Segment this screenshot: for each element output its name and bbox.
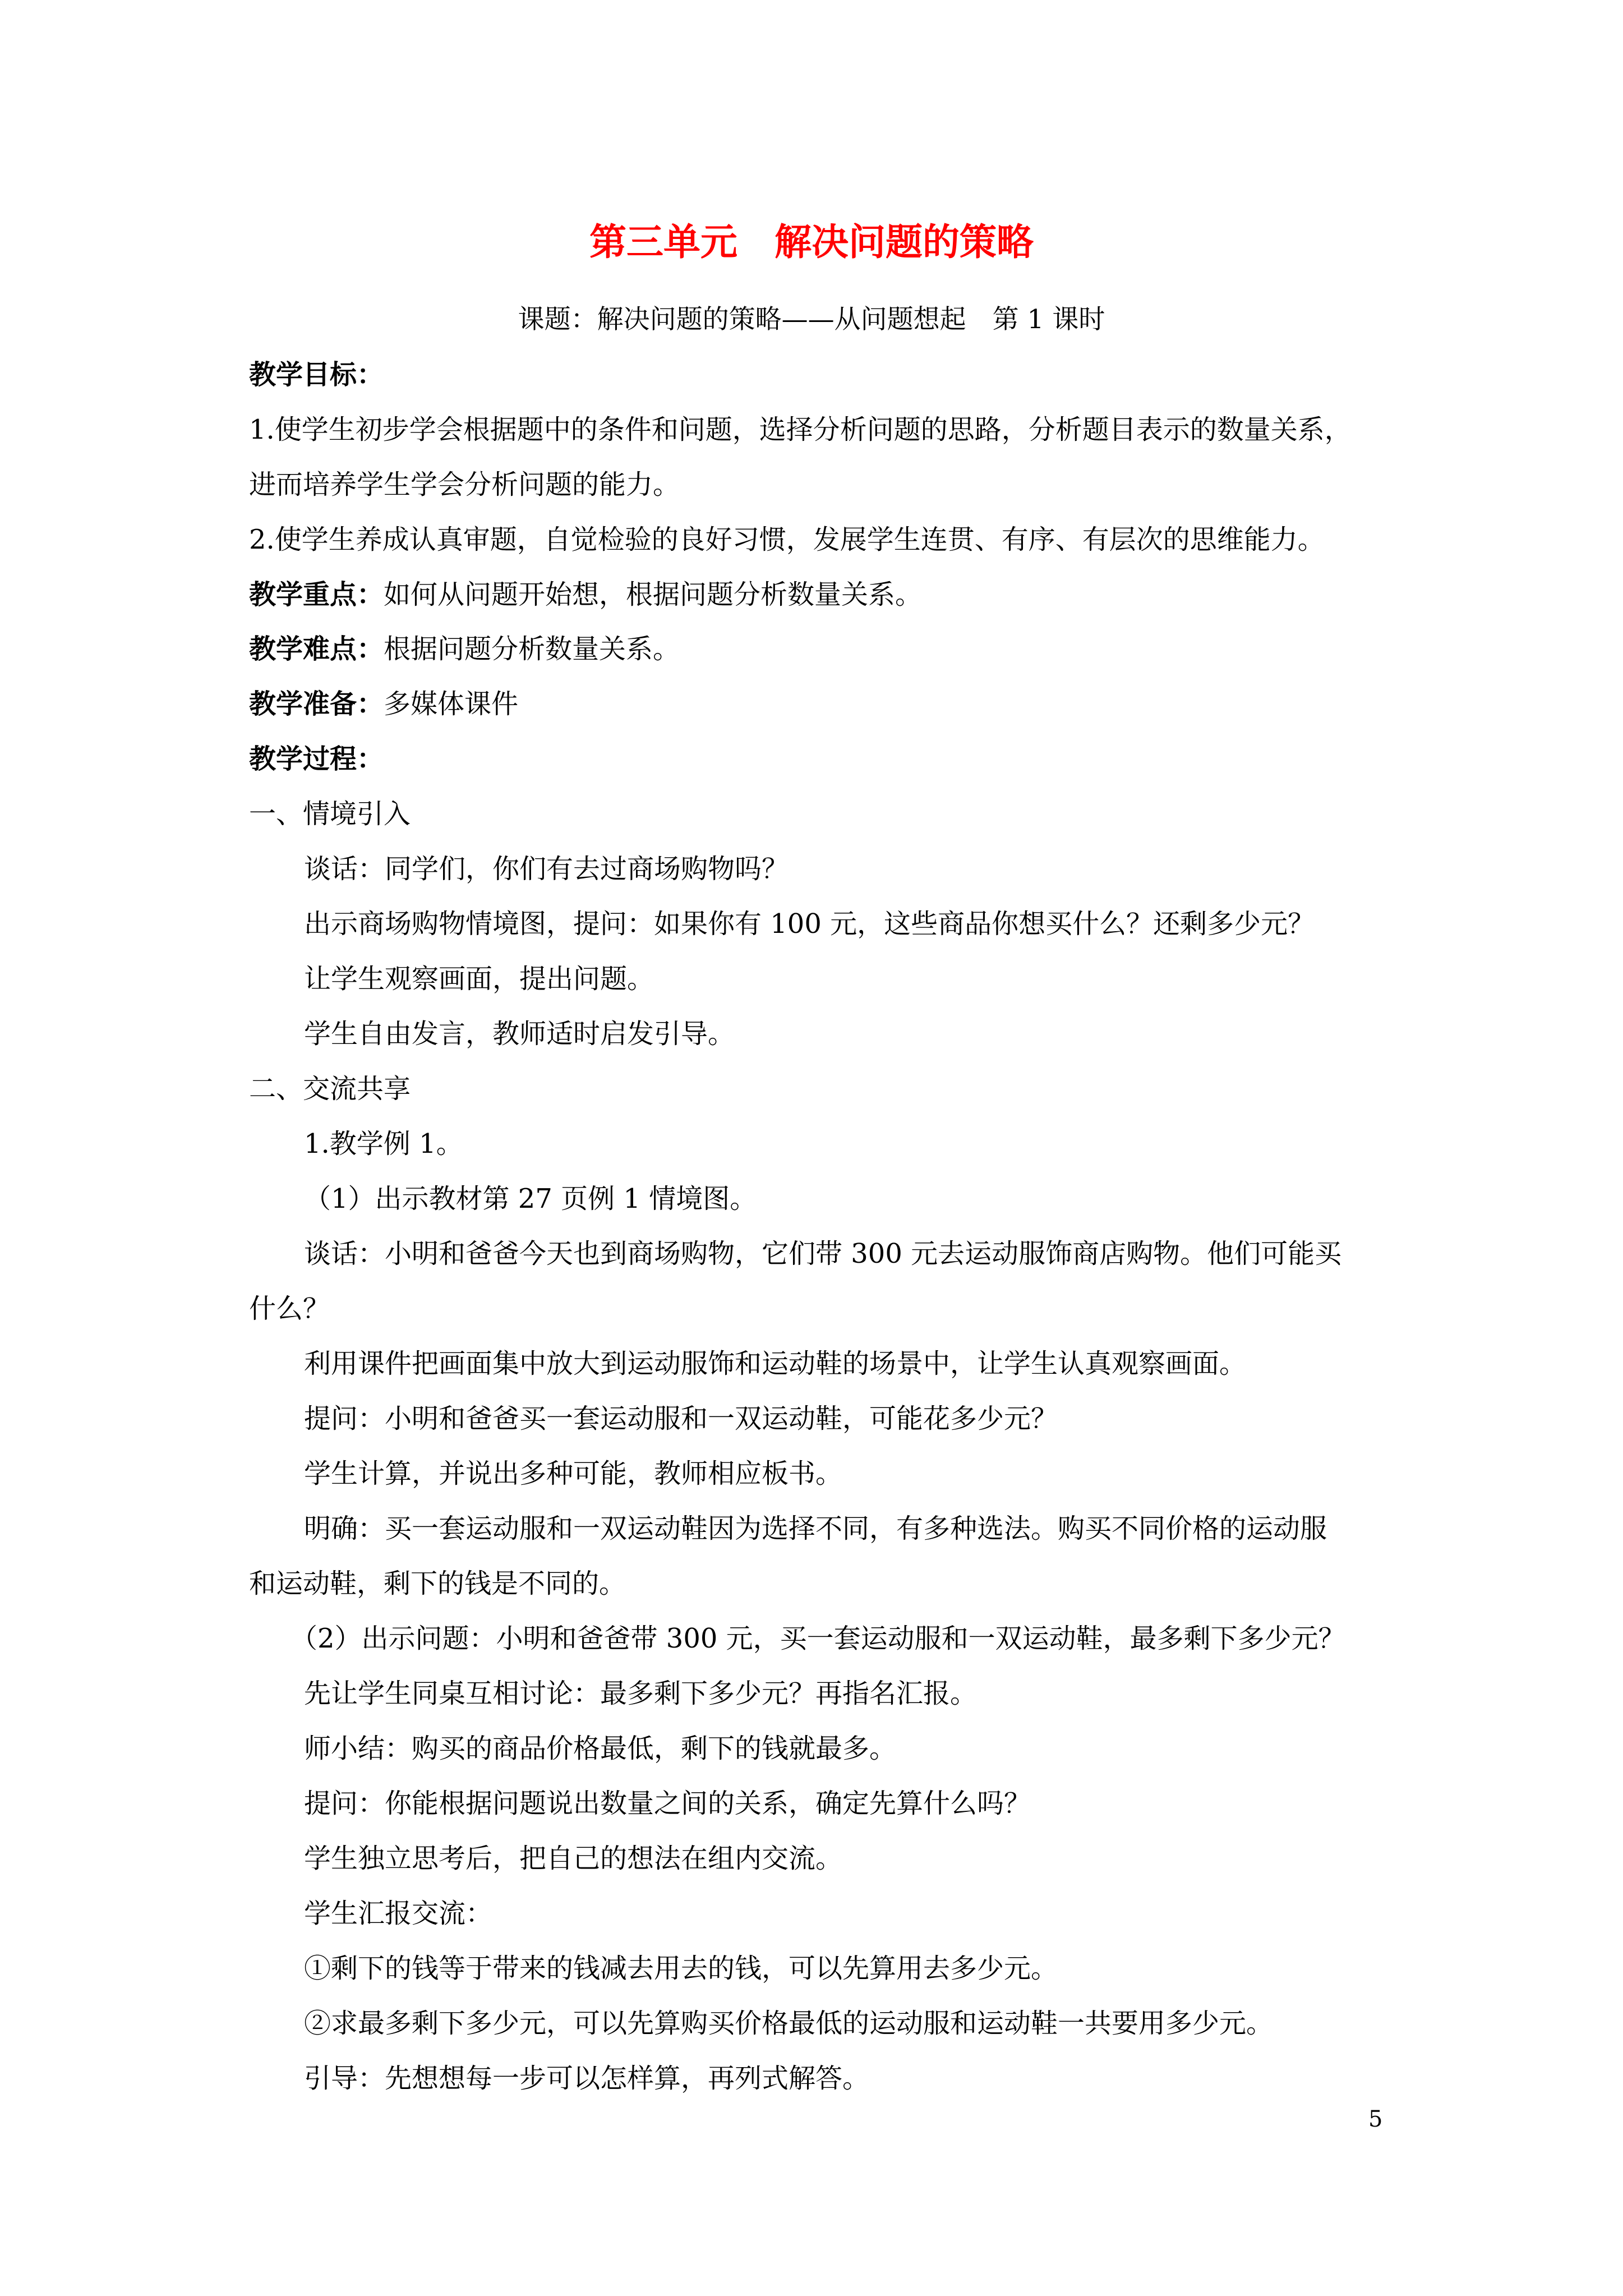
- section-1-paragraph: 谈话：同学们，你们有去过商场购物吗？: [304, 853, 789, 885]
- section-2-paragraph: 先让学生同桌互相讨论：最多剩下多少元？再指名汇报。: [304, 1678, 978, 1709]
- document-title: 第三单元 解决问题的策略: [589, 220, 1034, 264]
- section-2-paragraph: （2）出示问题：小明和爸爸带 300 元，买一套运动服和一双运动鞋，最多剩下多少元？: [291, 1623, 1345, 1654]
- section-2-paragraph: 学生汇报交流：: [304, 1898, 493, 1929]
- preparation-label: 教学准备：: [249, 688, 384, 720]
- difficulty-text: 根据问题分析数量关系。: [384, 633, 680, 665]
- section-2-paragraph: 师小结：购买的商品价格最低，剩下的钱就最多。: [304, 1733, 897, 1764]
- section-1-heading: 一、情境引入: [249, 798, 411, 830]
- section-2-paragraph: 什么？: [249, 1293, 330, 1324]
- objective-2: 2.使学生养成认真审题，自觉检验的良好习惯，发展学生连贯、有序、有层次的思维能力。: [249, 524, 1325, 555]
- lesson-subtitle: 课题：解决问题的策略——从问题想起 第 1 课时: [518, 304, 1105, 335]
- preparation-text: 多媒体课件: [384, 688, 519, 720]
- section-2-paragraph: 学生计算，并说出多种可能，教师相应板书。: [304, 1458, 843, 1489]
- section-1-paragraph: 出示商场购物情境图，提问：如果你有 100 元，这些商品你想买什么？还剩多少元？: [304, 908, 1315, 940]
- section-2-paragraph: ②求最多剩下多少元，可以先算购买价格最低的运动服和运动鞋一共要用多少元。: [304, 2008, 1274, 2039]
- key-point-text: 如何从问题开始想，根据问题分析数量关系。: [384, 579, 923, 610]
- section-2-paragraph: （1）出示教材第 27 页例 1 情境图。: [304, 1183, 757, 1214]
- difficulty-label: 教学难点：: [249, 633, 384, 665]
- section-2-heading: 二、交流共享: [249, 1073, 411, 1105]
- section-2-paragraph: 提问：小明和爸爸买一套运动服和一双运动鞋，可能花多少元？: [304, 1403, 1058, 1434]
- section-1-paragraph: 让学生观察画面，提出问题。: [304, 963, 654, 995]
- key-point-label: 教学重点：: [249, 579, 384, 610]
- section-1-paragraph: 学生自由发言，教师适时启发引导。: [304, 1018, 735, 1050]
- process-heading: 教学过程：: [249, 743, 384, 775]
- section-2-paragraph: 提问：你能根据问题说出数量之间的关系，确定先算什么吗？: [304, 1788, 1031, 1819]
- page-number: 5: [1368, 2106, 1383, 2132]
- difficulty-row: [249, 629, 680, 669]
- key-point-row: [249, 575, 922, 614]
- objective-1-line-1: 1.使学生初步学会根据题中的条件和问题，选择分析问题的思路，分析题目表示的数量关系，: [249, 414, 1352, 445]
- objectives-heading: 教学目标：: [249, 359, 384, 390]
- section-2-paragraph: 和运动鞋，剩下的钱是不同的。: [249, 1568, 626, 1599]
- section-2-paragraph: 1.教学例 1。: [304, 1128, 463, 1159]
- section-2-paragraph: 学生独立思考后，把自己的想法在组内交流。: [304, 1843, 843, 1874]
- section-2-paragraph: 谈话：小明和爸爸今天也到商场购物，它们带 300 元去运动服饰商店购物。他们可能买: [304, 1238, 1342, 1269]
- section-2-paragraph: 明确：买一套运动服和一双运动鞋因为选择不同，有多种选法。购买不同价格的运动服: [304, 1513, 1327, 1544]
- section-2-paragraph: ①剩下的钱等于带来的钱减去用去的钱，可以先算用去多少元。: [304, 1953, 1058, 1984]
- preparation-row: [249, 684, 518, 724]
- objective-1-line-2: 进而培养学生学会分析问题的能力。: [249, 469, 680, 500]
- section-2-paragraph: 引导：先想想每一步可以怎样算，再列式解答。: [304, 2063, 870, 2094]
- section-2-paragraph: 利用课件把画面集中放大到运动服饰和运动鞋的场景中，让学生认真观察画面。: [304, 1348, 1247, 1379]
